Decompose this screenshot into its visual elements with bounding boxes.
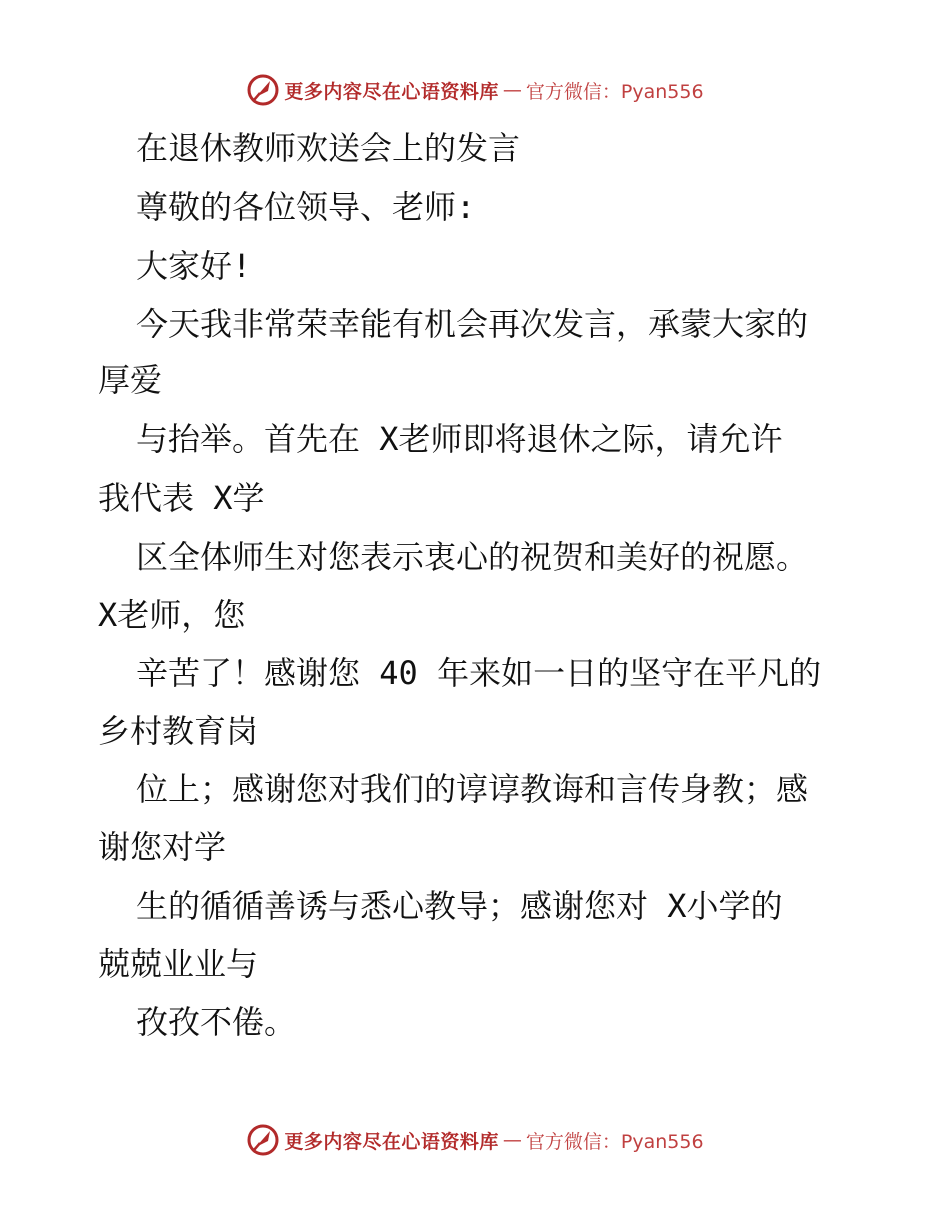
watermark-main-text: 更多内容尽在心语资料库 bbox=[284, 1130, 499, 1153]
watermark-main-text: 更多内容尽在心语资料库 bbox=[284, 80, 499, 103]
footer-watermark bbox=[0, 1120, 950, 1160]
watermark-dash: — bbox=[502, 1129, 522, 1151]
body-line: 位上；感谢您对我们的谆谆教诲和言传身教；感 bbox=[136, 770, 809, 808]
body-line: 生的循循善诱与悉心教导；感谢您对 X小学的 bbox=[136, 887, 783, 925]
watermark-wechat-text: 官方微信：Pyan556 bbox=[525, 80, 704, 103]
body-line: 我代表 X学 bbox=[98, 479, 265, 517]
body-line: 辛苦了！感谢您 40 年来如一日的坚守在平凡的 bbox=[136, 654, 822, 692]
body-line: X老师，您 bbox=[98, 596, 246, 634]
body-line: 谢您对学 bbox=[98, 828, 227, 866]
watermark-dash: — bbox=[502, 79, 522, 101]
body-line: 乡村教育岗 bbox=[98, 712, 259, 750]
salutation: 尊敬的各位领导、老师: bbox=[136, 188, 476, 226]
body-line: 孜孜不倦。 bbox=[136, 1003, 297, 1041]
body-line: 今天我非常荣幸能有机会再次发言，承蒙大家的 bbox=[136, 305, 809, 343]
quill-logo-icon bbox=[246, 73, 280, 107]
greeting: 大家好! bbox=[136, 247, 252, 285]
watermark-wechat-text: 官方微信：Pyan556 bbox=[525, 1130, 704, 1153]
document-title: 在退休教师欢送会上的发言 bbox=[136, 129, 521, 167]
header-watermark bbox=[0, 70, 950, 110]
body-line: 兢兢业业与 bbox=[98, 945, 259, 983]
body-line: 区全体师生对您表示衷心的祝贺和美好的祝愿。 bbox=[136, 538, 809, 576]
quill-logo-icon bbox=[246, 1123, 280, 1157]
body-line: 厚爱 bbox=[98, 361, 163, 399]
body-line: 与抬举。首先在 X老师即将退休之际，请允许 bbox=[136, 420, 783, 458]
